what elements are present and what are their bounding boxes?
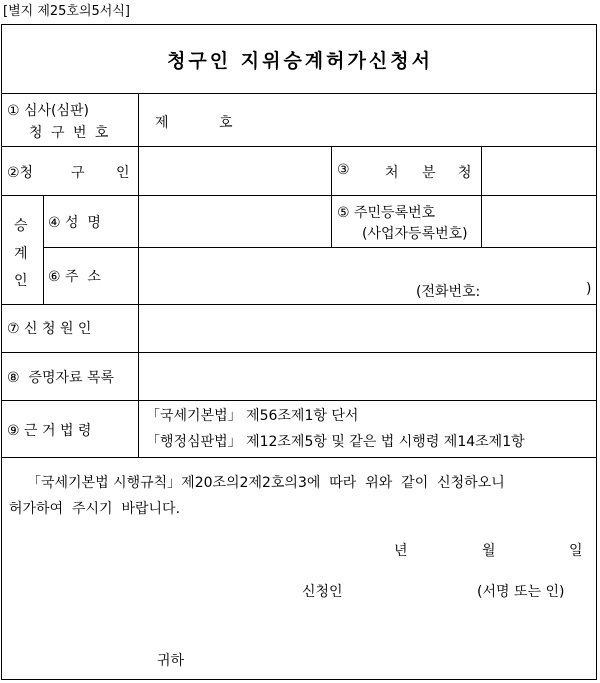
phone-label: (전화번호:: [416, 284, 481, 300]
claimant-label-mid: 구: [71, 165, 85, 181]
successor-label-char3: 인: [14, 273, 28, 289]
recipient-label: 귀하: [157, 653, 185, 669]
signature-label: (서명 또는 인): [477, 584, 565, 600]
legal-basis-item-1: 「국세기본법」 제56조제1항 단서: [146, 408, 359, 424]
title-divider: [1, 93, 597, 94]
case-number-suffix: 호: [219, 115, 233, 131]
date-day: 일: [569, 543, 583, 559]
date-month: 월: [482, 543, 496, 559]
right-column-divider: [481, 146, 482, 247]
row-divider-5: [1, 400, 597, 401]
resident-number-label-line2: (사업자등록번호): [362, 226, 468, 242]
label-column-divider: [138, 93, 139, 457]
claimant-label: ②청: [7, 165, 34, 181]
applicant-label: 신청인: [302, 584, 343, 600]
statement-line-1: 「국세기본법 시행규칙」제20조의2제2호의3에 따라 위와 같이 신청하오니: [27, 475, 505, 491]
case-number-prefix: 제: [155, 115, 169, 131]
agency-label-char3: 청: [458, 165, 472, 181]
legal-basis-item-2: 「행정심판법」 제12조제5항 및 같은 법 시행령 제14조제1항: [146, 434, 525, 450]
row-divider-6: [1, 457, 597, 458]
agency-label-char2: 분: [422, 165, 436, 181]
case-number-label-line2: 청 구 번 호: [29, 125, 111, 141]
successor-label-char1: 승: [14, 218, 28, 234]
resident-number-label-line1: ⑤ 주민등록번호: [337, 205, 436, 221]
phone-close-paren: ): [586, 281, 592, 297]
evidence-list-label: ⑧ 증명자료 목록: [7, 370, 115, 386]
form-number-label: [별지 제25호의5서식]: [3, 4, 130, 19]
successor-column-divider: [43, 195, 44, 304]
row-divider-successor: [43, 247, 597, 248]
agency-label-number: ③: [337, 162, 350, 178]
mid-column-divider: [331, 146, 332, 247]
agency-label-char1: 처: [385, 165, 399, 181]
case-number-label-line1: ① 심사(심판): [7, 103, 90, 119]
row-divider-2: [1, 195, 597, 196]
statement-line-2: 허가하여 주시기 바랍니다.: [9, 501, 181, 517]
name-label: ④ 성 명: [48, 215, 101, 231]
row-divider-4: [1, 352, 597, 353]
form-title: 청구인 지위승계허가신청서: [167, 50, 433, 72]
reason-label: ⑦ 신 청 원 인: [7, 321, 92, 337]
claimant-label-end: 인: [116, 165, 130, 181]
successor-label-char2: 계: [14, 246, 28, 262]
legal-basis-label: ⑨ 근 거 법 령: [7, 423, 92, 439]
row-divider-1: [1, 146, 597, 147]
row-divider-3: [1, 304, 597, 305]
address-label: ⑥ 주 소: [48, 269, 101, 285]
date-year: 년: [394, 543, 408, 559]
